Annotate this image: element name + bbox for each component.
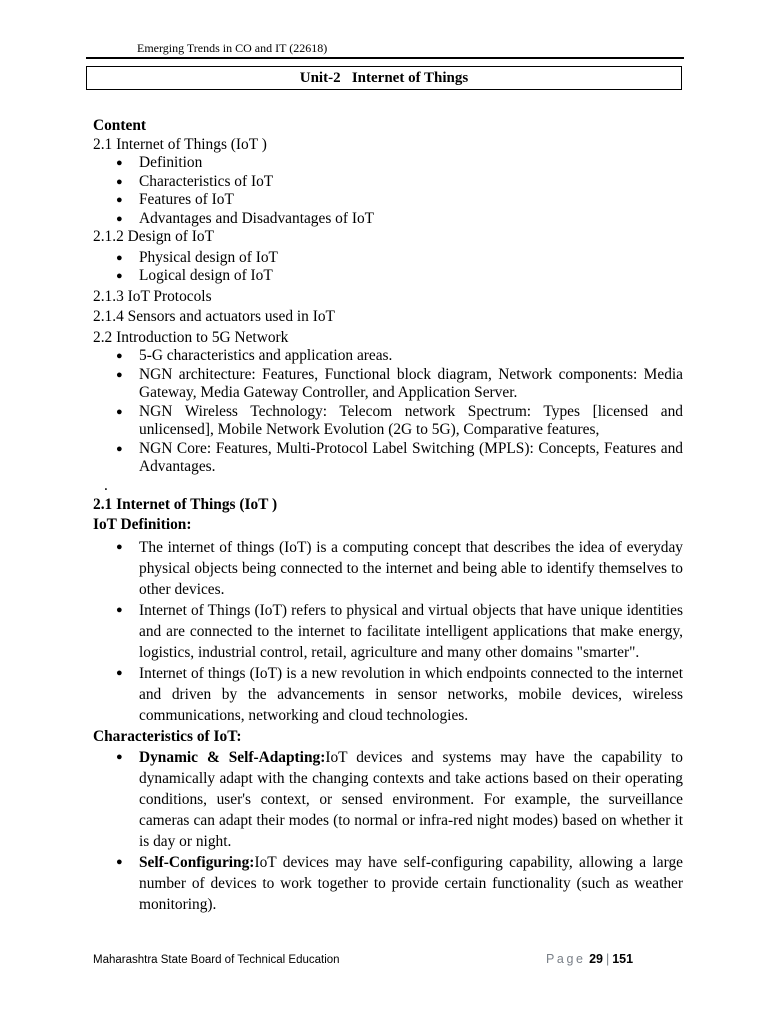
page-number: 29 <box>589 952 603 966</box>
definition-item: ● Internet of Things (IoT) refers to physical and virtual objects that have unique identities and are connected to the internet to facilitate intelligent applications that make energy, logistics, industrial control, retail, agriculture and many other domains "smarter". <box>116 601 683 661</box>
bullet-icon: ● <box>116 157 123 169</box>
bullet-icon: ● <box>116 442 123 455</box>
toc-entry-2-2: 2.2 Introduction to 5G Network <box>93 328 289 346</box>
bullet-icon: ● <box>116 270 123 282</box>
bullet-icon: ● <box>116 194 123 206</box>
definition-item: ● Internet of things (IoT) is a new revolution in which endpoints connected to the internet and driven by the advancements in sensor networks, mobile devices, wireless communications, networking and cloud technologies. <box>116 664 683 724</box>
page-label: Page <box>546 952 586 966</box>
unit-title-box <box>86 66 682 90</box>
toc-subitem: ● NGN architecture: Features, Functional block diagram, Network components: Media Gateway, Media Gateway Controller, and Application Server. <box>116 365 683 401</box>
toc-subitem: ● NGN Wireless Technology: Telecom network Spectrum: Types [licensed and unlicensed], Mobile Network Evolution (2G to 5G), Comparative features, <box>116 402 683 438</box>
toc-subitem: ● 5-G characteristics and application areas. <box>116 347 393 364</box>
header-rule <box>86 57 684 59</box>
contents-heading: Content <box>93 117 147 134</box>
bullet-icon: ● <box>116 350 123 362</box>
toc-subitem: ● Features of IoT <box>116 191 234 208</box>
definition-heading: IoT Definition: <box>93 516 192 533</box>
footer-page-indicator <box>546 952 633 966</box>
toc-entry-2-1: 2.1 Internet of Things (IoT ) <box>93 135 267 153</box>
toc-subitem: ● Advantages and Disadvantages of IoT <box>116 209 375 227</box>
toc-entry-2-1-2: 2.1.2 Design of IoT <box>93 228 214 245</box>
toc-subitem: ● NGN Core: Features, Multi-Protocol Label Switching (MPLS): Concepts, Features and Advantages. <box>116 439 683 475</box>
toc-entry-2-1-3: 2.1.3 IoT Protocols <box>93 287 212 305</box>
running-header: Emerging Trends in CO and IT (22618) <box>137 41 328 55</box>
definition-item: ● The internet of things (IoT) is a computing concept that describes the idea of everyday physical objects being connected to the internet and being able to identify themselves to other devices. <box>116 538 683 598</box>
toc-entry-2-1-4: 2.1.4 Sensors and actuators used in IoT <box>93 308 335 325</box>
characteristics-heading: Characteristics of IoT: <box>93 727 242 745</box>
toc-subitem: ● Logical design of IoT <box>116 267 273 284</box>
toc-subitem: ● Physical design of IoT <box>116 248 278 266</box>
unit-title: Unit-2 Internet of Things <box>299 70 469 86</box>
page-separator: | <box>605 952 610 966</box>
bullet-icon: ● <box>116 212 123 225</box>
section-title: 2.1 Internet of Things (IoT ) <box>93 495 278 513</box>
body-text <box>93 117 683 915</box>
bullet-icon: ● <box>116 603 123 616</box>
bullet-icon: ● <box>116 251 123 264</box>
toc-subitem: ● Definition <box>116 154 203 171</box>
bullet-icon: ● <box>116 405 123 418</box>
toc-subitem: ● Characteristics of IoT <box>116 172 274 190</box>
characteristic-item: ● Self-Configuring:IoT devices may have self-configuring capability, allowing a large number of devices to work together to provide certain functionality (such as weather monitoring). <box>116 853 683 913</box>
characteristic-item: ● Dynamic & Self-Adapting:IoT devices and systems may have the capability to dynamically adapt with the changing contexts and take actions based on their operating conditions, user's context, or sensed environment. For example, the surveillance cameras can adapt their modes (to normal or infra-red night modes) based on whether it is day or night. <box>116 748 683 850</box>
bullet-icon: ● <box>116 540 123 553</box>
footer-publisher: Maharashtra State Board of Technical Education <box>93 954 340 966</box>
bullet-icon: ● <box>116 750 123 763</box>
bullet-icon: ● <box>116 855 123 868</box>
bullet-icon: ● <box>116 368 123 381</box>
bullet-icon: ● <box>116 666 123 679</box>
stray-dot: . <box>104 476 108 494</box>
bullet-icon: ● <box>116 175 123 188</box>
total-pages: 151 <box>612 952 634 966</box>
